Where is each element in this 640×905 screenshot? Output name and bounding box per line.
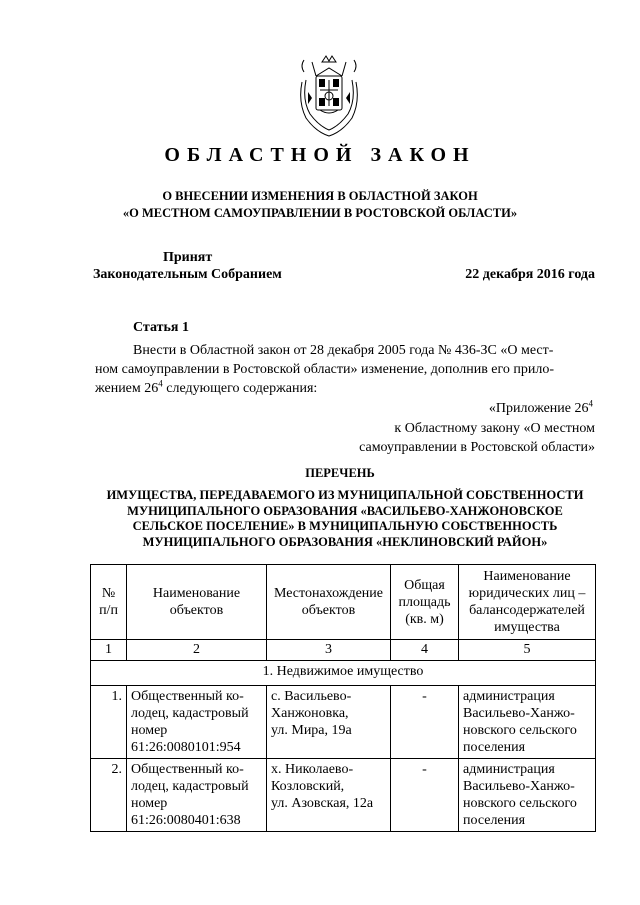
article-line: жением $26^4$ следующего содержания: bbox=[95, 378, 318, 396]
law-subtitle-line: «О МЕСТНОМ САМОУПРАВЛЕНИИ В РОСТОВСКОЙ ОБЛАСТИ» bbox=[122, 206, 518, 220]
header-cell-area: Общая площадь (кв. м) bbox=[391, 565, 459, 640]
balance-holder-cell: администрация Васильево-Ханжо- новского сельского поселения bbox=[459, 759, 596, 832]
area-cell: - bbox=[391, 759, 459, 832]
section-title: 1. Недвижимое имущество bbox=[91, 661, 596, 686]
adopted-date: 22 декабря 2016 года bbox=[465, 267, 595, 282]
table-row bbox=[91, 686, 596, 759]
article-line: Внести в Областной закон от 28 декабря 2005 года № 436-ЗС «О мест- bbox=[133, 343, 554, 358]
column-number-cell: 5 bbox=[459, 640, 596, 661]
header-cell-holder: Наименование юридических лиц – балансодержателей имущества bbox=[459, 565, 596, 640]
area-cell: - bbox=[391, 686, 459, 759]
header-cell-location: Местонахождение объектов bbox=[267, 565, 391, 640]
header-cell-name: Наименование объектов bbox=[127, 565, 267, 640]
law-subtitle-line: О ВНЕСЕНИИ ИЗМЕНЕНИЯ В ОБЛАСТНОЙ ЗАКОН bbox=[162, 189, 478, 203]
object-location-cell: с. Васильево- Ханжоновка, ул. Мира, 19а bbox=[267, 686, 391, 759]
table-header-row bbox=[91, 565, 596, 640]
list-subtitle bbox=[95, 488, 595, 550]
list-subtitle-line: МУНИЦИПАЛЬНОГО ОБРАЗОВАНИЯ «ВАСИЛЬЕВО-ХАНЖОНОВСКОЕ bbox=[127, 503, 563, 518]
law-subtitle bbox=[0, 188, 640, 222]
appendix-title: «Приложение $26^4$ bbox=[488, 398, 593, 416]
article-body bbox=[95, 341, 595, 398]
coat-of-arms-emblem bbox=[292, 52, 366, 138]
header-cell-number: № п/п bbox=[91, 565, 127, 640]
article-heading: Статья 1 bbox=[133, 320, 189, 335]
column-number-cell: 2 bbox=[127, 640, 267, 661]
article-line: ном самоуправлении в Ростовской области» изменение, дополнив его прило- bbox=[95, 362, 555, 377]
column-number-cell: 4 bbox=[391, 640, 459, 661]
column-number-cell: 1 bbox=[91, 640, 127, 661]
law-title: ОБЛАСТНОЙ ЗАКОН bbox=[164, 144, 476, 166]
column-number-row bbox=[91, 640, 596, 661]
section-row bbox=[91, 661, 596, 686]
appendix-reference bbox=[325, 419, 595, 457]
appendix-reference-line: самоуправлении в Ростовской области» bbox=[359, 440, 595, 455]
object-name-cell: Общественный ко- лодец, кадастровый номер 61:26:0080401:638 bbox=[127, 759, 267, 832]
balance-holder-cell: администрация Васильево-Ханжо- новского сельского поселения bbox=[459, 686, 596, 759]
row-number: 1. bbox=[91, 686, 127, 759]
list-heading: ПЕРЕЧЕНЬ bbox=[305, 466, 375, 480]
property-table bbox=[90, 564, 596, 832]
adopted-by: Законодательным Собранием bbox=[93, 267, 282, 282]
appendix-reference-line: к Областному закону «О местном bbox=[394, 421, 595, 436]
row-number: 2. bbox=[91, 759, 127, 832]
list-subtitle-line: СЕЛЬСКОЕ ПОСЕЛЕНИЕ» В МУНИЦИПАЛЬНУЮ СОБСТВЕННОСТЬ bbox=[132, 519, 558, 533]
object-location-cell: х. Николаево- Козловский, ул. Азовская, 12а bbox=[267, 759, 391, 832]
list-subtitle-line: ИМУЩЕСТВА, ПЕРЕДАВАЕМОГО ИЗ МУНИЦИПАЛЬНОЙ СОБСТВЕННОСТИ bbox=[106, 488, 584, 502]
adopted-label: Принят bbox=[163, 250, 213, 265]
list-subtitle-line: МУНИЦИПАЛЬНОГО ОБРАЗОВАНИЯ «НЕКЛИНОВСКИЙ РАЙОН» bbox=[142, 534, 548, 549]
object-name-cell: Общественный ко- лодец, кадастровый номер 61:26:0080101:954 bbox=[127, 686, 267, 759]
column-number-cell: 3 bbox=[267, 640, 391, 661]
table-row bbox=[91, 759, 596, 832]
